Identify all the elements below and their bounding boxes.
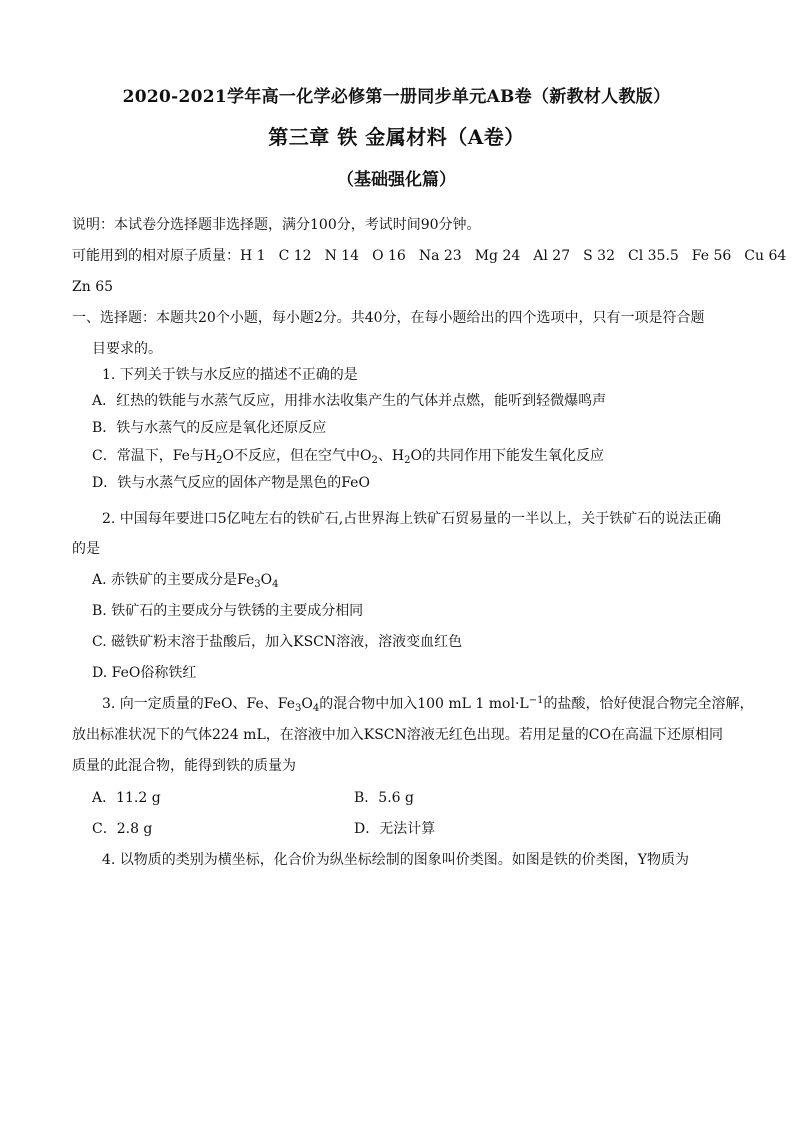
question-3-option-b: B．5.6 g (354, 790, 414, 806)
section-heading: 一、选择题：本题共20个小题，每小题2分。共40分，在每小题给出的四个选项中，只有一项是符合题 (72, 310, 705, 326)
atomic-mass-h: H 1 (240, 248, 266, 264)
question-3-stem-line3: 质量的此混合物，能得到铁的质量为 (72, 758, 296, 774)
exam-subtitle: （基础强化篇） (337, 170, 456, 190)
atomic-mass-n: N 14 (324, 248, 360, 264)
atomic-mass-na: Na 23 (418, 248, 462, 264)
atomic-mass-cu: Cu 64 (744, 248, 787, 264)
question-1-option-c: C．常温下，Fe与$H_2O$不反应，但在空气中$O_2$、$H_2O$的共同作用下能发生氧化反应 (92, 448, 604, 466)
question-2-stem-cont: 的是 (72, 541, 100, 557)
atomic-mass-label: 可能用到的相对原子质量： (72, 248, 240, 264)
atomic-mass-list (72, 247, 786, 265)
exam-title: 2020-2021学年高一化学必修第一册同步单元AB卷（新教材人教版） (122, 87, 671, 107)
question-1-option-a: A．红热的铁能与水蒸气反应，用排水法收集产生的气体并点燃，能听到轻微爆鸣声 (92, 393, 607, 409)
question-2-option-a: A. 赤铁矿的主要成分是$Fe_3O_4$ (92, 572, 279, 590)
atomic-mass-mg: Mg 24 (474, 248, 521, 264)
question-2-option-d: D. FeO俗称铁红 (92, 665, 197, 681)
question-3-stem-line2: 放出标准状况下的气体224 mL，在溶液中加入KSCN溶液无红色出现。若用足量的CO在高温下还原相同 (72, 727, 723, 743)
atomic-mass-fe: Fe 56 (691, 248, 732, 264)
atomic-mass-c: C 12 (278, 248, 312, 264)
question-4-stem: 4. 以物质的类别为横坐标，化合价为纵坐标绘制的图象叫价类图。如图是铁的价类图，Y物质为 (102, 852, 690, 868)
atomic-mass-zn: Zn 65 (72, 279, 114, 295)
section-heading-cont: 目要求的。 (92, 341, 162, 357)
atomic-mass-al: Al 27 (533, 248, 571, 264)
question-2-option-c: C. 磁铁矿粉末溶于盐酸后，加入KSCN溶液，溶液变血红色 (92, 634, 463, 650)
question-3-option-d: D．无法计算 (354, 821, 436, 837)
atomic-mass-o: O 16 (372, 248, 406, 264)
question-2-stem: 2. 中国每年要进口5亿吨左右的铁矿石,占世界海上铁矿石贸易量的一半以上，关于铁矿石的说法正确 (102, 511, 722, 527)
question-3-option-a: A．11.2 g (92, 790, 161, 806)
question-2-option-b: B. 铁矿石的主要成分与铁锈的主要成分相同 (92, 603, 364, 619)
chapter-title: 第三章 铁 金属材料（A卷） (268, 125, 525, 149)
atomic-mass-s: S 32 (583, 248, 615, 264)
question-1-stem: 1. 下列关于铁与水反应的描述不正确的是 (102, 367, 358, 383)
question-3-option-c: C．2.8 g (92, 821, 153, 837)
question-3-stem: 3. 向一定质量的FeO、Fe、$Fe_3O_4$的混合物中加入100 mL 1 $mol\cdot L^{-1}$的盐酸，恰好使混合物完全溶解， (102, 695, 754, 714)
exam-instructions: 说明：本试卷分选择题非选择题，满分100分，考试时间90分钟。 (72, 217, 481, 233)
question-1-option-b: B．铁与水蒸气的反应是氧化还原反应 (92, 420, 327, 436)
atomic-mass-cl: Cl 35.5 (627, 248, 679, 264)
question-1-option-d: D．铁与水蒸气反应的固体产物是黑色的FeO (92, 475, 370, 491)
